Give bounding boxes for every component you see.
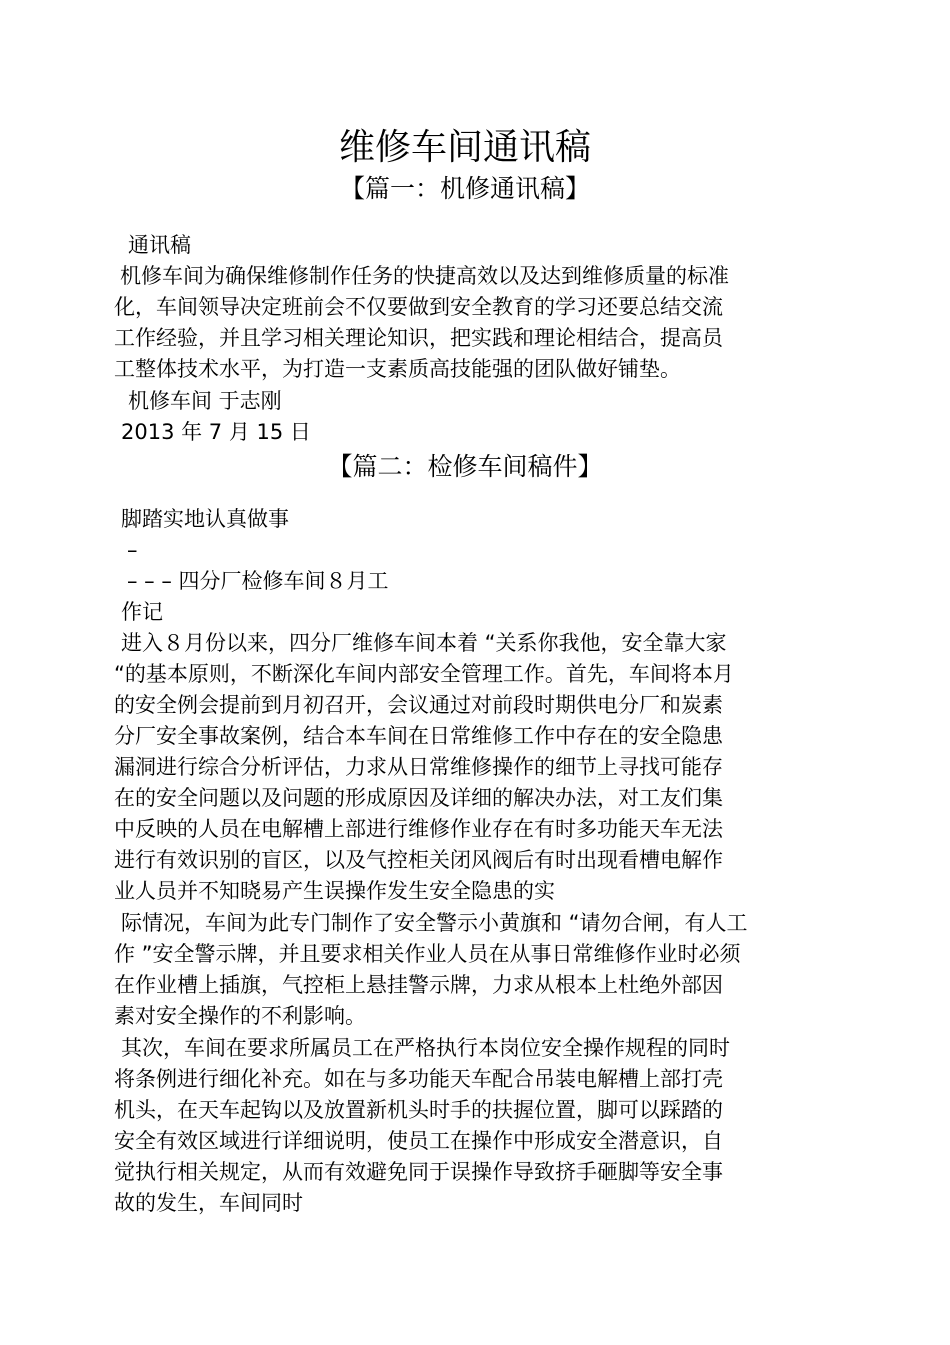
section2-line: 进入８月份以来，四分厂维修车间本着 “关系你我他，安全靠大家	[121, 631, 727, 655]
section2-line: 故的发生，车间同时	[114, 1191, 303, 1215]
section2-heading: 【篇二：检修车间稿件】	[327, 452, 603, 481]
section1-paragraph-line: 工作经验，并且学习相关理论知识，把实践和理论相结合，提高员	[114, 326, 723, 350]
section2-line: 漏洞进行综合分析评估，力求从日常维修操作的细节上寻找可能存	[114, 755, 723, 779]
section1-label: 通讯稿	[128, 233, 191, 257]
section2-line: 在的安全问题以及问题的形成原因及详细的解决办法，对工友们集	[114, 786, 723, 810]
section2-line: 作 ”安全警示牌，并且要求相关作业人员在从事日常维修作业时必须	[114, 942, 741, 966]
section2-line: “的基本原则，不断深化车间内部安全管理工作。首先，车间将本月	[114, 662, 734, 686]
section2-line: 其次，车间在要求所属员工在严格执行本岗位安全操作规程的同时	[121, 1036, 730, 1060]
section2-line: 将条例进行细化补充。如在与多功能天车配合吊装电解槽上部打壳	[114, 1067, 723, 1091]
section2-line: –	[127, 538, 138, 562]
section2-line: 作记	[121, 600, 163, 624]
section1-date: 2013 年 7 月 15 日	[121, 420, 311, 444]
section1-paragraph-line: 工整体技术水平，为打造一支素质高技能强的团队做好铺垫。	[114, 357, 681, 381]
section2-line: 中反映的人员在电解槽上部进行维修作业存在有时多功能天车无法	[114, 817, 723, 841]
section2-line: 际情况，车间为此专门制作了安全警示小黄旗和 “请勿合闸，有人工	[121, 911, 748, 935]
section2-line: 觉执行相关规定，从而有效避免同于误操作导致挤手砸脚等安全事	[114, 1160, 723, 1184]
section2-line: 素对安全操作的不利影响。	[114, 1004, 366, 1028]
section1-heading: 【篇一：机修通讯稿】	[339, 174, 590, 203]
section2-line: 机头，在天车起钩以及放置新机头时手的扶握位置，脚可以踩踏的	[114, 1098, 723, 1122]
section1-paragraph-line: 化，车间领导决定班前会不仅要做到安全教育的学习还要总结交流	[114, 295, 723, 319]
section2-line: 进行有效识别的盲区，以及气控柜关闭风阀后有时出现看槽电解作	[114, 848, 723, 872]
section2-line: 在作业槽上插旗，气控柜上悬挂警示牌，力求从根本上杜绝外部因	[114, 973, 723, 997]
section2-line: – – – 四分厂检修车间８月工	[127, 569, 389, 593]
section2-line: 业人员并不知晓易产生误操作发生安全隐患的实	[114, 879, 555, 903]
section2-line: 的安全例会提前到月初召开，会议通过对前段时期供电分厂和炭素	[114, 693, 723, 717]
section1-paragraph-line: 机修车间为确保维修制作任务的快捷高效以及达到维修质量的标准	[120, 264, 729, 288]
section2-line: 分厂安全事故案例，结合本车间在日常维修工作中存在的安全隐患	[114, 724, 723, 748]
section2-line: 安全有效区域进行详细说明，使员工在操作中形成安全潜意识，自	[114, 1129, 723, 1153]
document-title: 维修车间通讯稿	[338, 127, 591, 168]
section2-line: 脚踏实地认真做事	[121, 507, 289, 531]
section1-signature: 机修车间 于志刚	[128, 389, 282, 413]
